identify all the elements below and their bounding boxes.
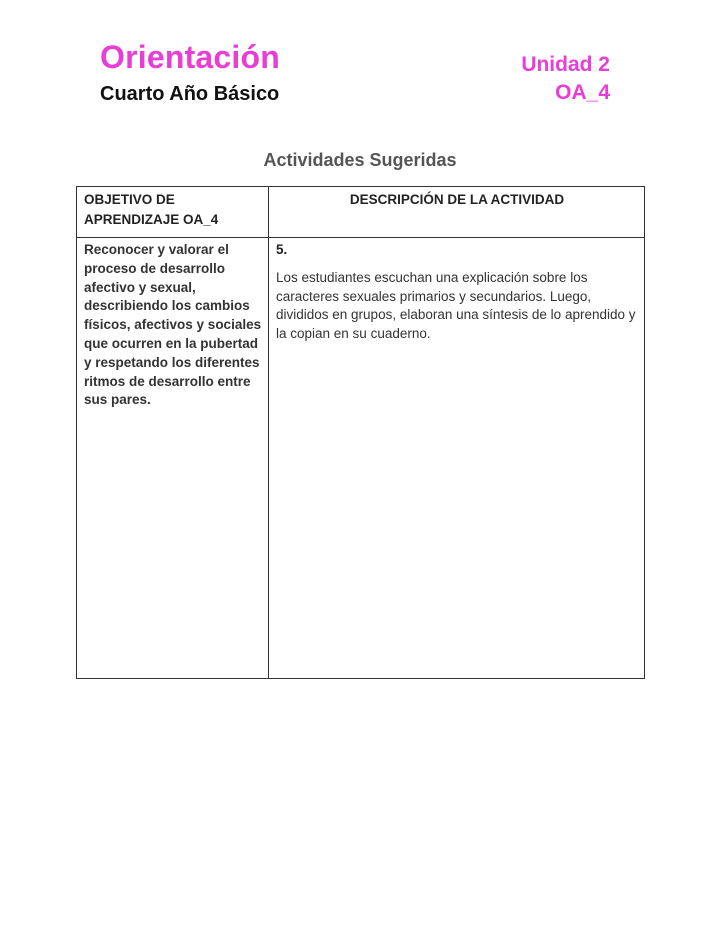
activities-table [76, 186, 645, 679]
grade-level: Cuarto Año Básico [100, 83, 280, 106]
description-header: DESCRIPCIÓN DE LA ACTIVIDAD [349, 192, 565, 207]
objective-text: Reconocer y valorar el proceso de desarrollo afectivo y sexual, describiendo los cambios físicos, afectivos y sociales que ocurren en la pubertad y respetando los diferentes ritmos de desarrollo entre sus pares. [84, 242, 262, 408]
document-header-right [521, 53, 610, 104]
objective-header: OBJETIVO DE APRENDIZAJE OA_4 [84, 192, 219, 227]
table-header-row [77, 187, 645, 238]
section-title: Actividades Sugeridas [263, 150, 457, 170]
table-row [77, 238, 645, 679]
activity-description: Los estudiantes escuchan una explicación sobre los caracteres sexuales primarios y secundarios. Luego, divididos en grupos, elaboran una síntesis de lo aprendido y la copian en su cuaderno. [276, 269, 636, 342]
objective-cell [77, 238, 269, 679]
unit-label: Unidad 2 [521, 53, 610, 76]
document-header-left [100, 40, 280, 105]
activity-number: 5. [276, 242, 288, 257]
activity-cell [269, 238, 645, 679]
description-header-cell [269, 187, 645, 238]
objective-header-cell [77, 187, 269, 238]
oa-code-label: OA_4 [555, 81, 610, 105]
subject-title: Orientación [100, 39, 281, 75]
